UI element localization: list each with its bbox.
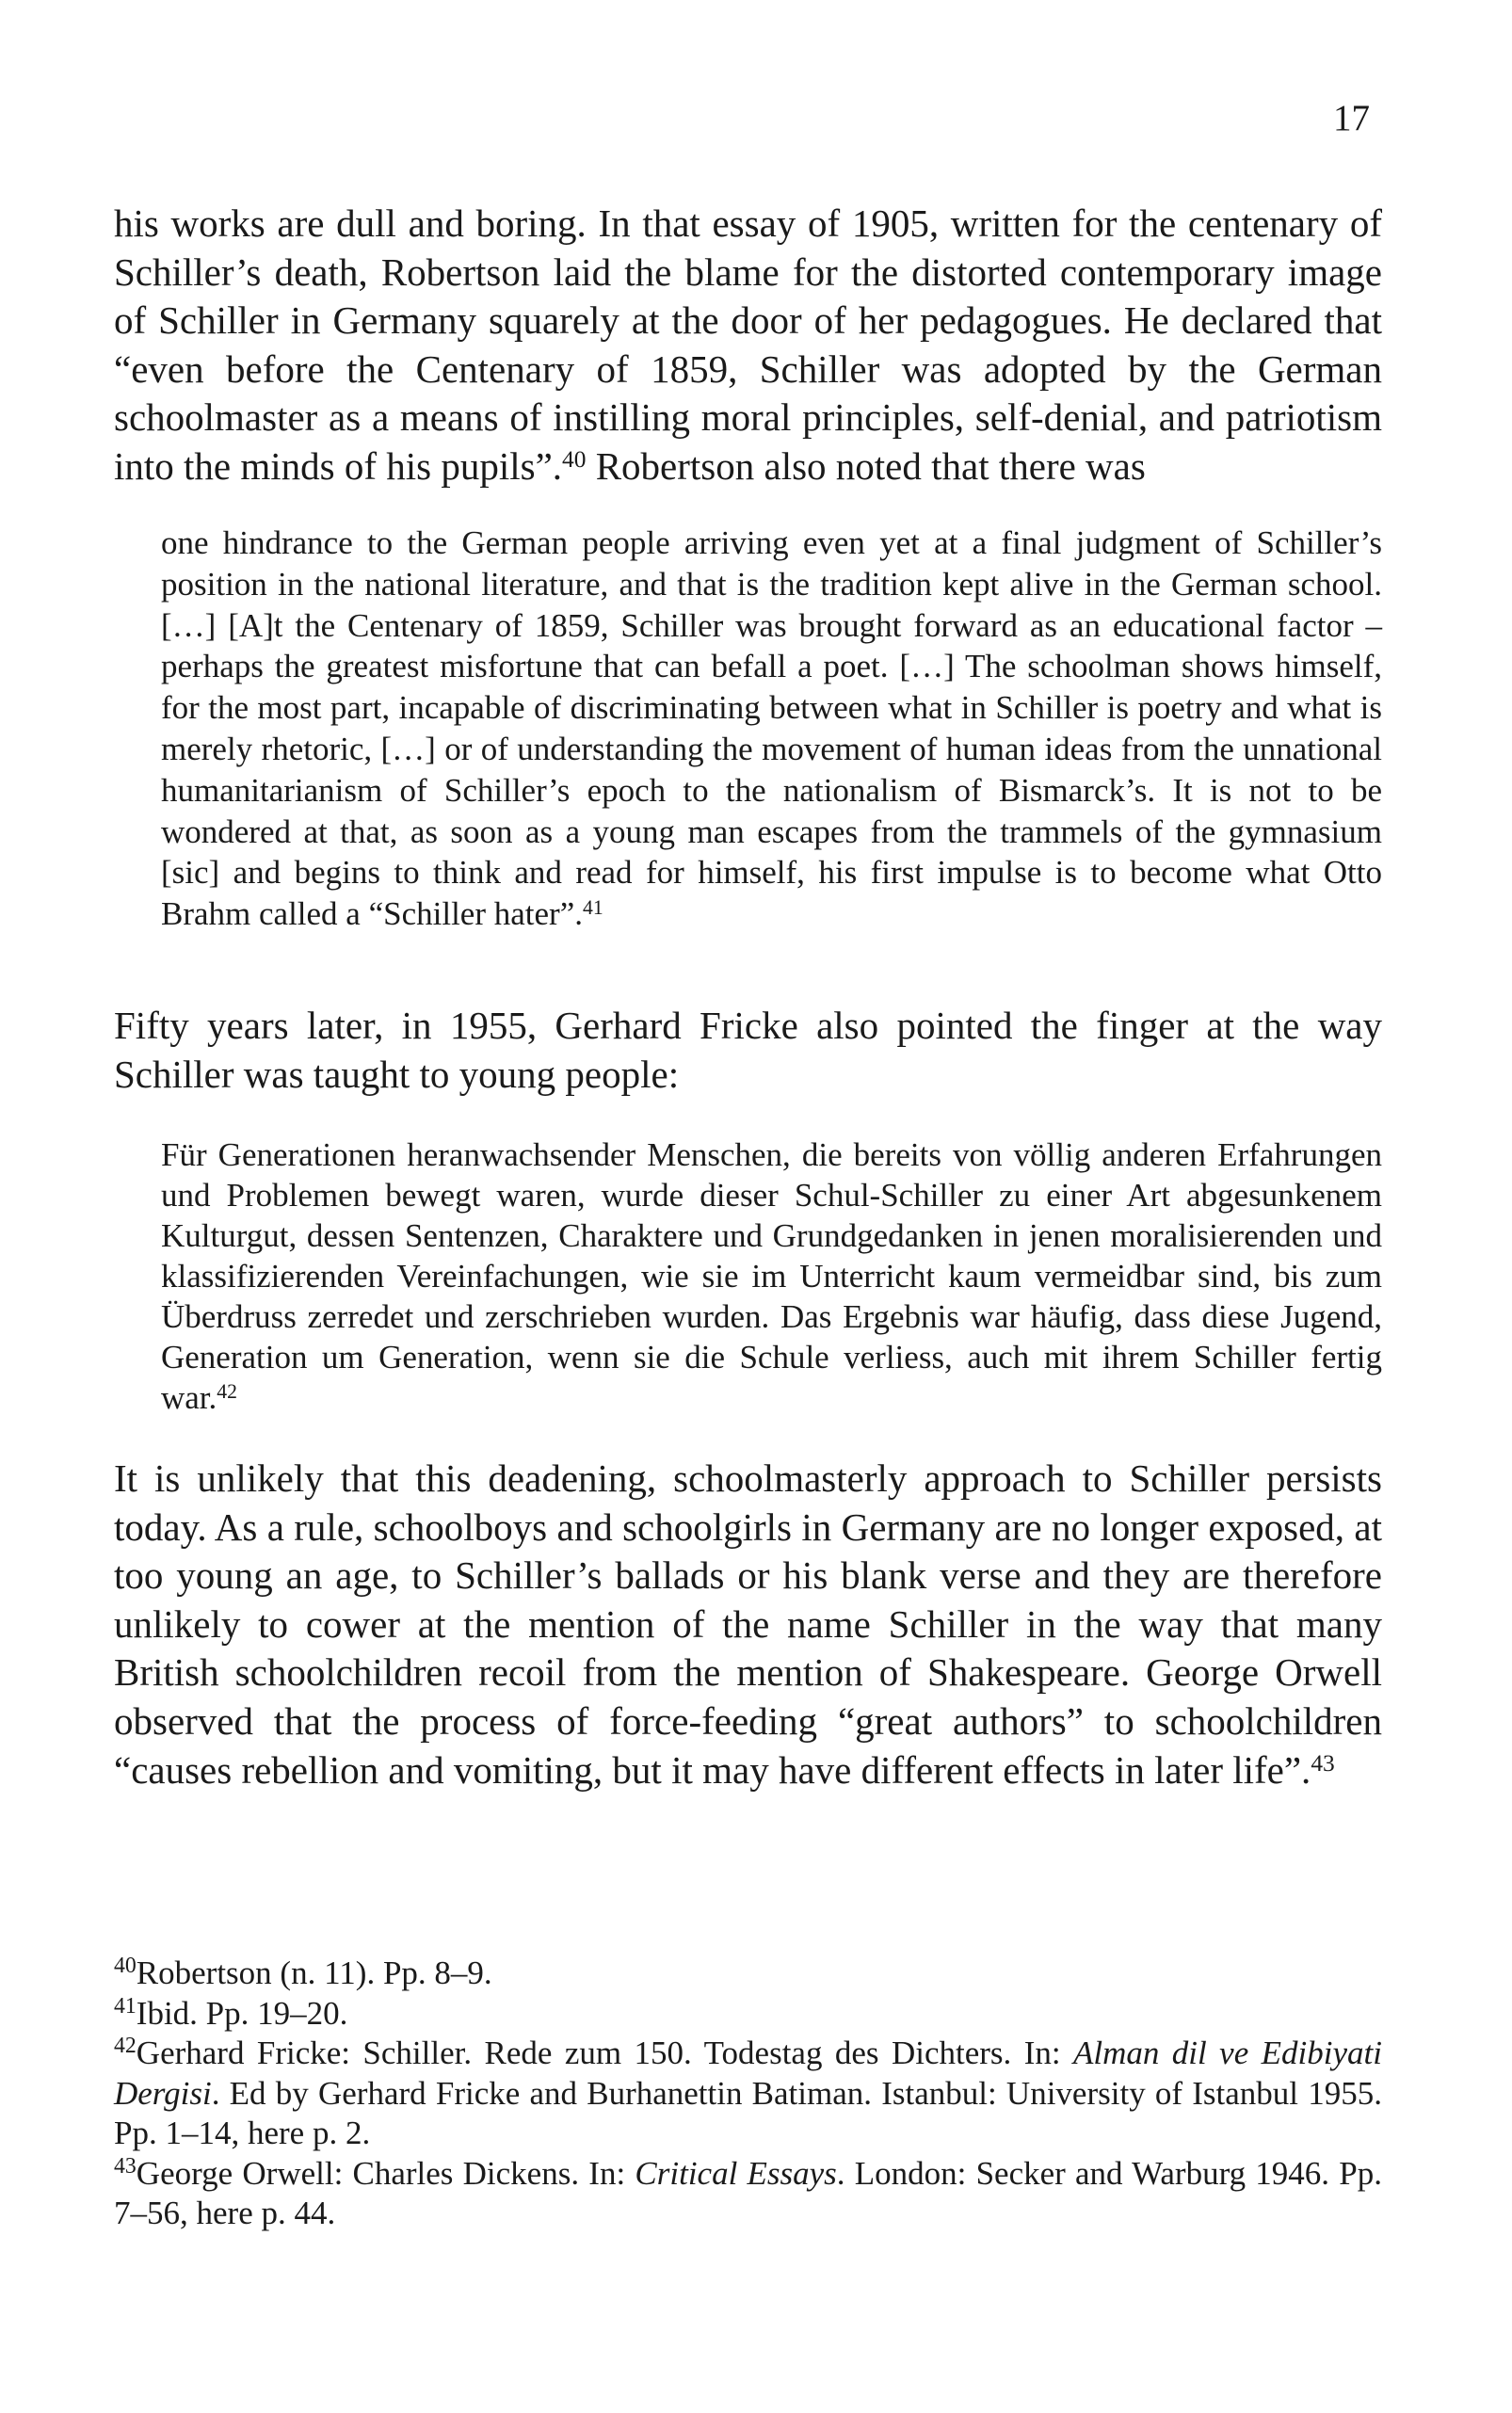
footnote-number: 42 xyxy=(114,2034,137,2059)
footnote-ref-42: 42 xyxy=(217,1380,237,1404)
footnote-43 xyxy=(114,2154,1382,2234)
page-number: 17 xyxy=(1333,98,1370,138)
footnote-book-title: Critical Essays xyxy=(635,2154,837,2192)
footnote-40 xyxy=(114,1954,1382,1994)
footnote-journal-title: Alman dil ve Edibiyati Dergisi xyxy=(114,2035,1382,2112)
footnote-ref-41: 41 xyxy=(582,896,603,920)
paragraph-text: his works are dull and boring. In that essay of 1905, written for the centenary of Schiller’s death, Robertson laid the blame for the distorted contemporary image of Schiller in Germany squarely at the door of her pedagogues. He declared that “even before the Centenary of 1859, Schiller was adopted by the German schoolmaster as a means of instilling moral principles, self-denial, and patriotism into the minds of his pupils”. xyxy=(114,201,1382,488)
body-paragraph-3 xyxy=(114,1455,1382,1794)
footnote-text-continued: . Ed by Gerhard Fricke and Burhanettin Batiman. Istanbul: University of Istanbul 1955. Pp. 1–14, here p. 2. xyxy=(114,2074,1382,2151)
footnotes xyxy=(114,1954,1382,2234)
paragraph-text-continued: Robertson also noted that there was xyxy=(586,443,1146,488)
quote-text: one hindrance to the German people arriving even yet at a final judgment of Schiller’s position in the national literature, and that is the tradition kept alive in the German school. […] [A]t the Centenary of 1859, Schiller was brought forward as an educational factor – perhaps the greatest misfortune that can befall a poet. […] The schoolman shows himself, for the most part, incapable of discriminating between what in Schiller is poetry and what is merely rhetoric, […] or of understanding the movement of human ideas from the unnational humanitarianism of Schiller’s epoch to the nationalism of Bismarck’s. It is not to be wondered at that, as soon as a young man escapes from the trammels of the gymnasium [sic] and begins to think and read for himself, his first impulse is to become what Otto Brahm called a “Schiller hater”. xyxy=(161,524,1382,933)
footnote-number: 41 xyxy=(114,1993,137,2019)
footnote-text: Ibid. Pp. 19–20. xyxy=(136,1994,348,2032)
footnote-text: George Orwell: Charles Dickens. In: xyxy=(136,2154,635,2192)
block-quote-fricke xyxy=(161,1134,1382,1418)
quote-text: Für Generationen heranwachsender Menschen, die bereits von völlig anderen Erfahrungen und Problemen bewegt waren, wurde dieser Schul-Schiller zu einer Art abgesunkenem Kulturgut, dessen Sentenzen, Charaktere und Grundgedanken in jenen moralisierenden und klassifizierenden Vereinfachungen, wie sie im Unterricht kaum vermeidbar sind, bis zum Überdruss zerredet und zerschrieben wurden. Das Ergebnis war häufig, dass diese Jugend, Generation um Generation, wenn sie die Schule verliess, auch mit ihrem Schiller fertig war. xyxy=(161,1136,1382,1416)
footnote-number: 43 xyxy=(114,2153,137,2179)
body-paragraph-2 xyxy=(114,1002,1382,1099)
footnote-42 xyxy=(114,2034,1382,2154)
footnote-text: Robertson (n. 11). Pp. 8–9. xyxy=(136,1955,492,1991)
paragraph-text: Fifty years later, in 1955, Gerhard Fricke also pointed the finger at the way Schiller was taught to young people: xyxy=(114,1004,1382,1096)
footnote-number: 40 xyxy=(114,1954,137,1979)
footnote-ref-40: 40 xyxy=(562,446,587,474)
footnote-41 xyxy=(114,1994,1382,2035)
footnote-text-continued: . London: Secker and Warburg 1946. Pp. 7–56, here p. 44. xyxy=(114,2154,1382,2231)
block-quote-robertson xyxy=(161,523,1382,935)
paragraph-text: It is unlikely that this deadening, schoolmasterly approach to Schiller persists today. As a rule, schoolboys and schoolgirls in Germany are no longer exposed, at too young an age, to Schiller’s ballads or his blank verse and they are therefore unlikely to cower at the mention of the name Schiller in the way that many British schoolchildren recoil from the mention of Shakespeare. George Orwell observed that the process of force-feeding “great authors” to schoolchildren “causes rebellion and vomiting, but it may have different effects in later life”. xyxy=(114,1456,1382,1792)
footnote-text: Gerhard Fricke: Schiller. Rede zum 150. Todestag des Dichters. In: xyxy=(136,2035,1073,2071)
body-paragraph-1 xyxy=(114,200,1382,491)
footnote-ref-43: 43 xyxy=(1311,1749,1335,1777)
